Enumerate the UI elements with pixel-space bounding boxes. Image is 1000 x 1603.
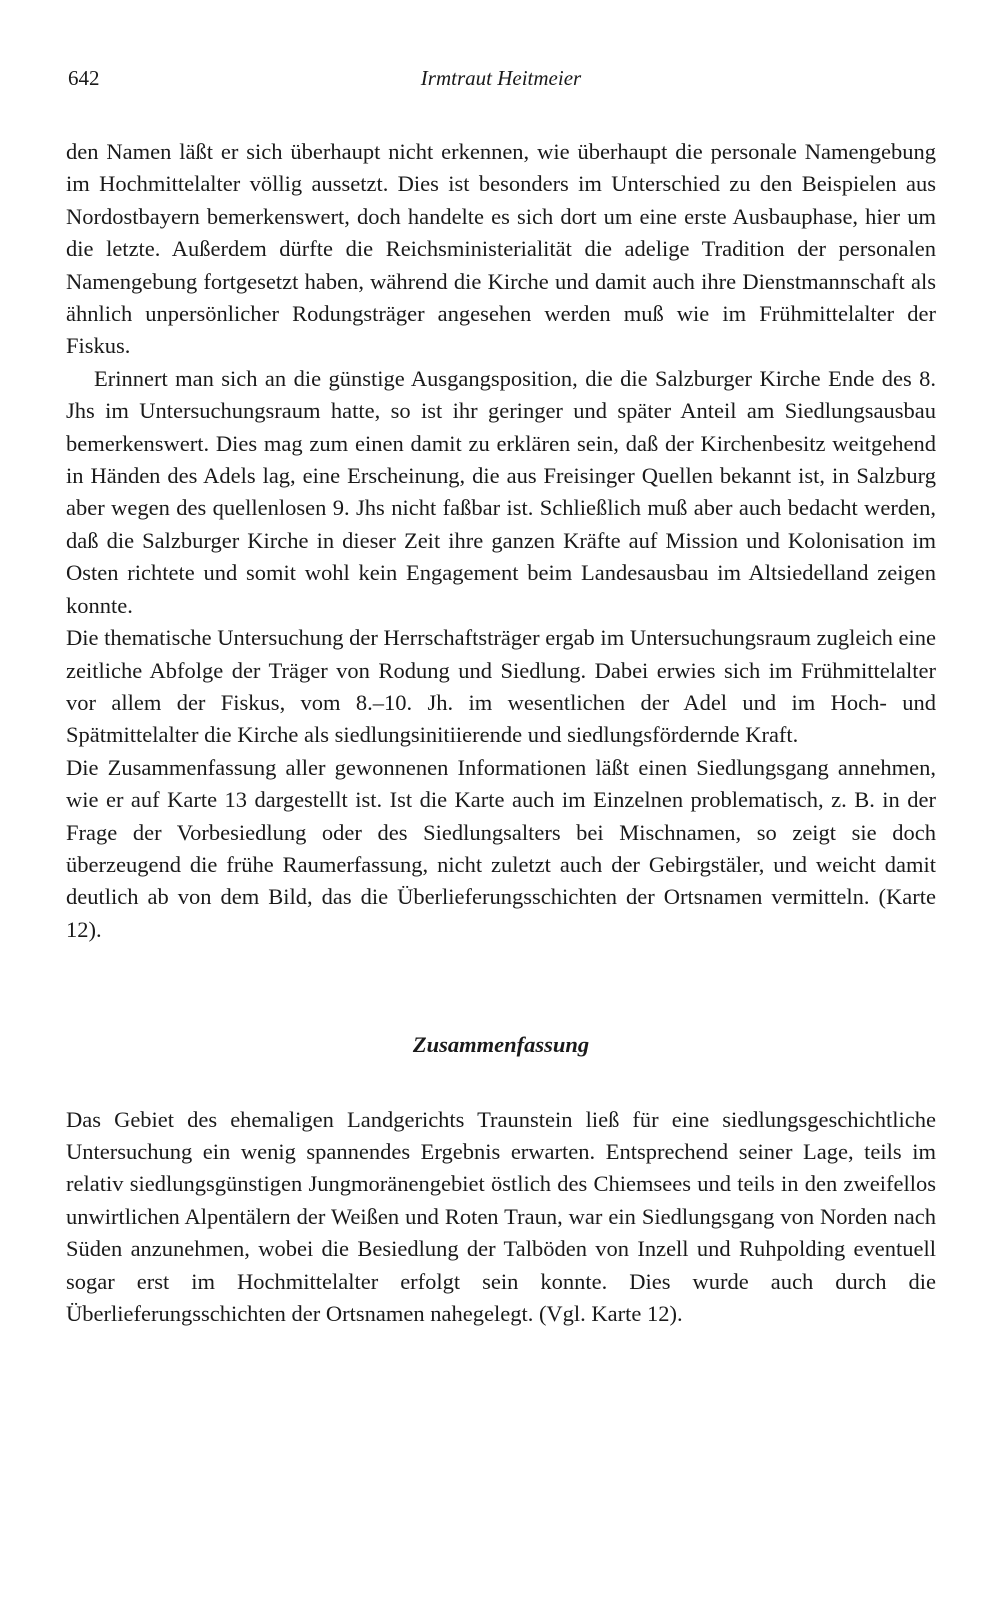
- paragraph-herrschaftstraeger: Die thematische Untersuchung der Herrschaftsträger ergab im Untersuchungsraum zugleich eine zeitliche Abfolge der Träger von Rodung und Siedlung. Dabei erwies sich im Frühmittelalter vor allem der Fiskus, vom 8.–10. Jh. im wesentlichen der Adel und im Hoch- und Spätmittelalter die Kirche als siedlungsinitiierende und siedlungsfördernde Kraft.: [66, 625, 936, 748]
- page: [66, 58, 936, 1330]
- paragraph-salzburg-church: Erinnert man sich an die günstige Ausgangsposition, die die Salzburger Kirche Ende des 8. Jhs im Untersuchungsraum hatte, so ist ihr geringer und später Anteil am Siedlungsausbau bemerkenswert. Dies mag zum einen damit zu erklären sein, daß der Kirchenbesitz weitgehend in Händen des Adels lag, eine Erscheinung, die aus Freisinger Quellen bekannt ist, in Salzburg aber wegen des quellenlosen 9. Jhs nicht faßbar ist. Schließlich muß aber auch bedacht werden, daß die Salzburger Kirche in dieser Zeit ihre ganzen Kräfte auf Mission und Kolonisation im Osten richtete und somit wohl kein Engagement beim Landesausbau im Altsiedelland zeigen konnte.: [66, 365, 936, 618]
- paragraph-continuation: den Namen läßt er sich überhaupt nicht erkennen, wie überhaupt die personale Namengebung im Hochmittelalter völlig aussetzt. Dies ist besonders im Unterschied zu den Beispielen aus Nordostbayern bemerkenswert, doch handelte es sich dort um eine erste Ausbauphase, hier um die letzte. Außerdem dürfte die Reichsministerialität die adelige Tradition der personalen Namengebung fortgesetzt haben, während die Kirche und damit auch ihre Dienstmannschaft als ähnlich unpersönlicher Rodungsträger angesehen werden muß wie im Frühmittelalter der Fiskus.: [66, 139, 936, 359]
- paragraph-summary: Das Gebiet des ehemaligen Landgerichts Traunstein ließ für eine siedlungsgeschichtliche Untersuchung ein wenig spannendes Ergebnis erwarten. Entsprechend seiner Lage, teils im relativ siedlungsgünstigen Jungmoränengebiet östlich des Chiemsees und teils in den zweifellos unwirtlichen Alpentälern der Weißen und Roten Traun, war ein Siedlungsgang von Norden nach Süden anzunehmen, wobei die Besiedlung der Talböden von Inzell und Ruhpolding eventuell sogar erst im Hochmittelalter erfolgt sein konnte. Dies wurde auch durch die Überlieferungsschichten der Ortsnamen nahegelegt. (Vgl. Karte 12).: [66, 1106, 936, 1326]
- running-head: [66, 58, 936, 94]
- running-title: Irmtraut Heitmeier: [420, 66, 582, 90]
- page-number: 642: [68, 66, 100, 90]
- paragraph-siedlungsgang: Die Zusammenfassung aller gewonnenen Informationen läßt einen Siedlungsgang annehmen, wie er auf Karte 13 dargestellt ist. Ist die Karte auch im Einzelnen problematisch, z. B. in der Frage der Vorbesiedlung oder des Siedlungsalters bei Mischnamen, so zeigt sie doch überzeugend die frühe Raumerfassung, nicht zuletzt auch der Gebirgstäler, und weicht damit deutlich ab von dem Bild, das die Überlieferungsschichten der Ortsnamen vermitteln. (Karte 12).: [66, 754, 936, 942]
- body-text: [66, 136, 936, 1330]
- section-heading: Zusammenfassung: [412, 1032, 590, 1058]
